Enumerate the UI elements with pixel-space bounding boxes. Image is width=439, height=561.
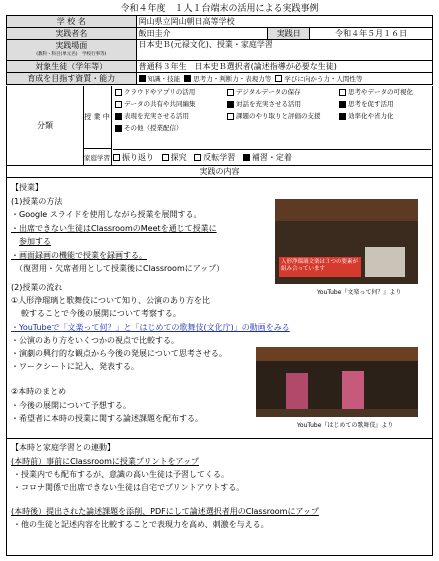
checkbox-icon [227, 89, 234, 96]
checkbox-checked-icon [115, 125, 122, 132]
checkbox-icon [162, 154, 169, 161]
checkbox-icon [115, 101, 122, 108]
checkbox-icon [113, 154, 120, 161]
class-option-label: 思考やデータの可視化 [348, 88, 413, 96]
stage-curtain [256, 347, 418, 361]
class-option-label: その他（授業配信） [124, 124, 183, 132]
class-option [227, 111, 321, 122]
scene-label: 実践場面 [55, 41, 88, 50]
photo-caption: YouTube『はじめての歌舞伎』より [297, 422, 394, 429]
flow-item: ・ワークシートに記入、発表する。 [11, 362, 139, 371]
method-heading: (1)授業の方法 [11, 197, 63, 206]
katei-option: 探究 [170, 153, 187, 162]
ability-row [136, 73, 432, 85]
classification-section [6, 86, 433, 166]
class-option-label: デジタルデータの保存 [236, 88, 301, 96]
class-option-label: データの共有や共同編集 [124, 100, 196, 108]
class-option [227, 87, 301, 98]
class-option-label: クラウドやアプリの活用 [124, 88, 196, 96]
scene-value: 日本史Ｂ(元禄文化)、授業・家庭学習 [136, 40, 432, 61]
class-option-label: 思考を促す活用 [348, 100, 394, 108]
home-item: (本時前）事前にClassroomに授業プリントをアップ [11, 457, 199, 466]
kabuki-dancer-figure [342, 371, 364, 411]
jugyo-label: 授 業 中 [83, 86, 112, 148]
class-option-label: 表現を充実させる活用 [124, 112, 189, 120]
video-caption-overlay: 人形浄瑠璃文楽は３つの要素が組み合っています [279, 257, 361, 277]
method-item: ・出席できない生徒はClassroomのMeetを通じて授業に [11, 224, 217, 233]
class-option-label: 効率化や省力化 [348, 112, 394, 120]
summary-heading: ②本時のまとめ [11, 387, 67, 396]
classification-grid [111, 86, 432, 148]
home-heading: 【本時と家庭学習との連動】 [11, 443, 115, 452]
stage-roof [275, 199, 418, 221]
katei-option: 振り返り [122, 153, 154, 162]
method-item: ・画面録画の機能で授業を録画する。 [11, 251, 147, 260]
checkbox-checked-icon [184, 75, 191, 82]
checkbox-checked-icon [115, 113, 122, 120]
checkbox-icon [115, 89, 122, 96]
ability-option: 知識・技能 [147, 74, 181, 83]
flow-heading: (2)授業の流れ [11, 283, 63, 292]
ability-label: 育成を目指す資質・能力 [7, 73, 137, 85]
classification-label: 分類 [7, 86, 84, 165]
katei-label: 家庭学習 [83, 148, 112, 166]
method-item: ・Google スライドを使用しながら授業を展開する。 [11, 210, 202, 219]
class-option [339, 87, 413, 98]
checkbox-checked-icon [139, 75, 146, 82]
home-item: ・他の生徒と記述内容を比較することで表現力を高め、刺激を与える。 [13, 520, 269, 529]
flow-item: ・演劇の興行的な観点から今後の発展について思考させる。 [11, 349, 227, 358]
stage-floor [256, 409, 418, 417]
katei-option: 補習・定着 [251, 153, 292, 162]
scene-sublabel: (教科・科目(単元名) 学校行事等) [36, 52, 107, 57]
summary-item: ・希望者に本時の授業に関する論述課題を配布する。 [11, 414, 203, 423]
flow-item: ・YouTubeで「文楽って何？」と「はじめての歌舞伎(文化庁)」の動画をみる [11, 323, 290, 332]
photo-caption: YouTube『文楽って何？』より [317, 289, 402, 296]
home-item: ・授業内でも配布するが、意識の高い生徒は予習してくる。 [13, 470, 229, 479]
checkbox-checked-icon [227, 101, 234, 108]
home-item: ・コロナ関係で出席できない生徒は自宅でプリントアウトする。 [13, 483, 245, 492]
jissen-heading: 実践の内容 [6, 166, 433, 178]
performers-figure [365, 247, 405, 277]
lesson-heading: 【授業】 [11, 183, 43, 192]
katei-option: 反転学習 [203, 153, 236, 162]
date-label: 実践日 [268, 28, 310, 40]
katei-options [113, 149, 431, 166]
class-option [115, 87, 195, 98]
school-value: 岡山県立岡山朝日高等学校 [136, 16, 432, 28]
checkbox-checked-icon [243, 154, 250, 161]
ability-option: 思考力・判断力・表現力等 [193, 74, 272, 83]
content-section [6, 178, 433, 556]
checkbox-icon [194, 154, 201, 161]
class-option [339, 111, 394, 122]
class-option [115, 123, 183, 134]
summary-item: ・今後の展開について予想する。 [11, 401, 131, 410]
class-option-label: 対話を充実させる活用 [236, 100, 301, 108]
page-title: 令和４年度 １人１台端末の活用による実践事例 [120, 4, 319, 14]
ability-option: 学びに向かう力・人間性等 [284, 74, 363, 83]
flow-step: ①人形浄瑠璃と歌舞伎について知り、公演のあり方を比 [11, 296, 211, 305]
school-label: 学 校 名 [7, 16, 137, 28]
kabuki-video-thumbnail [256, 347, 418, 417]
class-option [227, 99, 301, 110]
checkbox-checked-icon [339, 101, 346, 108]
section-divider [7, 438, 432, 439]
class-option-label: 課題のやり取りと評価の支援 [236, 112, 321, 120]
method-item-cont: 参加する [19, 237, 51, 246]
teacher-label: 実践者名 [7, 28, 137, 40]
meta-table [6, 15, 433, 85]
flow-step-cont: 較することで今後の展開について考察する。 [21, 309, 181, 318]
class-option [339, 99, 394, 110]
target-label: 対象生徒（学年等） [7, 61, 137, 73]
teacher-value: 飯田圭介 [136, 28, 268, 40]
checkbox-icon [227, 113, 234, 120]
flow-item: ・公演のあり方をいくつかの視点で比較する。 [11, 336, 179, 345]
date-value: 令和４年５月１６日 [310, 28, 433, 40]
bunraku-video-thumbnail [275, 199, 418, 284]
kabuki-dancer-figure [286, 373, 308, 411]
checkbox-icon [339, 89, 346, 96]
checkbox-icon [275, 75, 282, 82]
class-option [115, 111, 189, 122]
home-item: (本時後）提出された論述課題を添削、PDFにして論述選択者用のClassroomにアップ [11, 507, 319, 516]
method-item-cont: （復習用・欠席者用として授業後にClassroomにアップ） [15, 264, 225, 273]
target-value: 普通科３年生 日本史Ｂ選択者(論述指導が必要な生徒) [136, 61, 432, 73]
scene-label-cell [7, 40, 137, 61]
checkbox-checked-icon [339, 113, 346, 120]
class-option [115, 99, 196, 110]
